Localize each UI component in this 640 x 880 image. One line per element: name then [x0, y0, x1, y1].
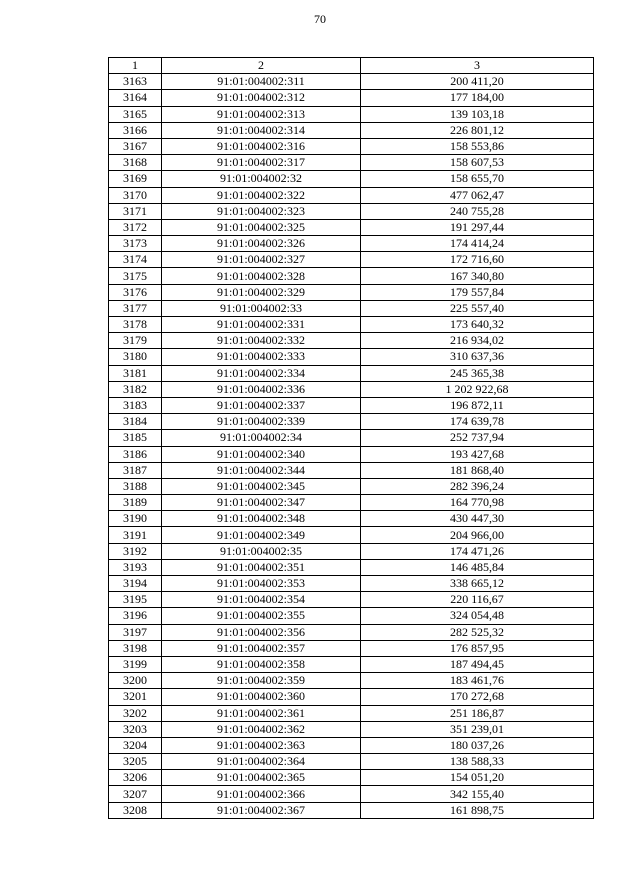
value-cell: 158 553,86 — [361, 138, 594, 154]
row-number-cell: 3176 — [109, 284, 162, 300]
row-number-cell: 3175 — [109, 268, 162, 284]
value-cell: 173 640,32 — [361, 317, 594, 333]
row-number-cell: 3167 — [109, 138, 162, 154]
cadastral-number-cell: 91:01:004002:314 — [162, 122, 361, 138]
table-row — [109, 74, 594, 90]
table-row — [109, 268, 594, 284]
value-cell: 170 272,68 — [361, 689, 594, 705]
cadastral-number-cell: 91:01:004002:354 — [162, 592, 361, 608]
table-row — [109, 624, 594, 640]
table-row — [109, 689, 594, 705]
value-cell: 191 297,44 — [361, 219, 594, 235]
row-number-cell: 3177 — [109, 300, 162, 316]
cadastral-number-cell: 91:01:004002:34 — [162, 430, 361, 446]
row-number-cell: 3178 — [109, 317, 162, 333]
cadastral-number-cell: 91:01:004002:35 — [162, 543, 361, 559]
row-number-cell: 3202 — [109, 705, 162, 721]
row-number-cell: 3204 — [109, 737, 162, 753]
cadastral-number-cell: 91:01:004002:313 — [162, 106, 361, 122]
cadastral-number-cell: 91:01:004002:351 — [162, 559, 361, 575]
cadastral-number-cell: 91:01:004002:356 — [162, 624, 361, 640]
value-cell: 310 637,36 — [361, 349, 594, 365]
cadastral-number-cell: 91:01:004002:337 — [162, 397, 361, 413]
row-number-cell: 3188 — [109, 478, 162, 494]
cadastral-number-cell: 91:01:004002:329 — [162, 284, 361, 300]
cadastral-number-cell: 91:01:004002:316 — [162, 138, 361, 154]
table-row — [109, 770, 594, 786]
cadastral-number-cell: 91:01:004002:367 — [162, 802, 361, 818]
row-number-cell: 3193 — [109, 559, 162, 575]
row-number-cell: 3206 — [109, 770, 162, 786]
value-cell: 167 340,80 — [361, 268, 594, 284]
cadastral-number-cell: 91:01:004002:353 — [162, 576, 361, 592]
cadastral-number-cell: 91:01:004002:311 — [162, 74, 361, 90]
value-cell: 430 447,30 — [361, 511, 594, 527]
row-number-cell: 3192 — [109, 543, 162, 559]
value-cell: 183 461,76 — [361, 673, 594, 689]
cadastral-number-cell: 91:01:004002:349 — [162, 527, 361, 543]
cadastral-number-cell: 91:01:004002:361 — [162, 705, 361, 721]
row-number-cell: 3172 — [109, 219, 162, 235]
table-row — [109, 219, 594, 235]
cadastral-number-cell: 91:01:004002:312 — [162, 90, 361, 106]
row-number-cell: 3165 — [109, 106, 162, 122]
cadastral-number-cell: 91:01:004002:327 — [162, 252, 361, 268]
table-row — [109, 640, 594, 656]
row-number-cell: 3190 — [109, 511, 162, 527]
cadastral-number-cell: 91:01:004002:355 — [162, 608, 361, 624]
cadastral-number-cell: 91:01:004002:32 — [162, 171, 361, 187]
table-row — [109, 527, 594, 543]
value-cell: 146 485,84 — [361, 559, 594, 575]
table-row — [109, 122, 594, 138]
value-cell: 179 557,84 — [361, 284, 594, 300]
cadastral-number-cell: 91:01:004002:332 — [162, 333, 361, 349]
value-cell: 324 054,48 — [361, 608, 594, 624]
row-number-cell: 3173 — [109, 236, 162, 252]
cadastral-number-cell: 91:01:004002:366 — [162, 786, 361, 802]
row-number-cell: 3199 — [109, 656, 162, 672]
table-row — [109, 673, 594, 689]
cadastral-number-cell: 91:01:004002:33 — [162, 300, 361, 316]
row-number-cell: 3180 — [109, 349, 162, 365]
value-cell: 174 414,24 — [361, 236, 594, 252]
table-row — [109, 543, 594, 559]
value-cell: 477 062,47 — [361, 187, 594, 203]
cadastral-number-cell: 91:01:004002:331 — [162, 317, 361, 333]
row-number-cell: 3198 — [109, 640, 162, 656]
cadastral-number-cell: 91:01:004002:345 — [162, 478, 361, 494]
cadastral-number-cell: 91:01:004002:358 — [162, 656, 361, 672]
value-cell: 220 116,67 — [361, 592, 594, 608]
row-number-cell: 3194 — [109, 576, 162, 592]
row-number-cell: 3189 — [109, 495, 162, 511]
cadastral-number-cell: 91:01:004002:333 — [162, 349, 361, 365]
value-cell: 158 655,70 — [361, 171, 594, 187]
value-cell: 139 103,18 — [361, 106, 594, 122]
value-cell: 282 396,24 — [361, 478, 594, 494]
value-cell: 251 186,87 — [361, 705, 594, 721]
value-cell: 187 494,45 — [361, 656, 594, 672]
cadastral-number-cell: 91:01:004002:347 — [162, 495, 361, 511]
value-cell: 161 898,75 — [361, 802, 594, 818]
value-cell: 282 525,32 — [361, 624, 594, 640]
table-row — [109, 106, 594, 122]
row-number-cell: 3171 — [109, 203, 162, 219]
registry-table — [108, 57, 594, 819]
value-cell: 176 857,95 — [361, 640, 594, 656]
row-number-cell: 3205 — [109, 754, 162, 770]
row-number-cell: 3196 — [109, 608, 162, 624]
table-row — [109, 187, 594, 203]
table-row — [109, 478, 594, 494]
value-cell: 342 155,40 — [361, 786, 594, 802]
row-number-cell: 3170 — [109, 187, 162, 203]
row-number-cell: 3208 — [109, 802, 162, 818]
table-row — [109, 737, 594, 753]
cadastral-number-cell: 91:01:004002:339 — [162, 414, 361, 430]
table-header-row — [109, 58, 594, 74]
row-number-cell: 3200 — [109, 673, 162, 689]
value-cell: 1 202 922,68 — [361, 381, 594, 397]
value-cell: 172 716,60 — [361, 252, 594, 268]
row-number-cell: 3195 — [109, 592, 162, 608]
row-number-cell: 3181 — [109, 365, 162, 381]
value-cell: 154 051,20 — [361, 770, 594, 786]
table-row — [109, 430, 594, 446]
table-row — [109, 786, 594, 802]
cadastral-number-cell: 91:01:004002:359 — [162, 673, 361, 689]
table-row — [109, 365, 594, 381]
value-cell: 158 607,53 — [361, 155, 594, 171]
table-row — [109, 333, 594, 349]
table-row — [109, 317, 594, 333]
row-number-cell: 3184 — [109, 414, 162, 430]
value-cell: 177 184,00 — [361, 90, 594, 106]
cadastral-number-cell: 91:01:004002:360 — [162, 689, 361, 705]
value-cell: 351 239,01 — [361, 721, 594, 737]
cadastral-number-cell: 91:01:004002:344 — [162, 462, 361, 478]
row-number-cell: 3179 — [109, 333, 162, 349]
row-number-cell: 3164 — [109, 90, 162, 106]
row-number-cell: 3203 — [109, 721, 162, 737]
table-row — [109, 576, 594, 592]
table-row — [109, 155, 594, 171]
table-row — [109, 300, 594, 316]
row-number-cell: 3183 — [109, 397, 162, 413]
table-row — [109, 284, 594, 300]
value-cell: 338 665,12 — [361, 576, 594, 592]
cadastral-number-cell: 91:01:004002:323 — [162, 203, 361, 219]
cadastral-number-cell: 91:01:004002:363 — [162, 737, 361, 753]
cadastral-number-cell: 91:01:004002:322 — [162, 187, 361, 203]
table-row — [109, 171, 594, 187]
cadastral-number-cell: 91:01:004002:348 — [162, 511, 361, 527]
table-row — [109, 656, 594, 672]
table-row — [109, 252, 594, 268]
table-row — [109, 511, 594, 527]
table-body — [109, 74, 594, 819]
row-number-cell: 3182 — [109, 381, 162, 397]
row-number-cell: 3201 — [109, 689, 162, 705]
row-number-cell: 3168 — [109, 155, 162, 171]
value-cell: 180 037,26 — [361, 737, 594, 753]
table-row — [109, 446, 594, 462]
value-cell: 216 934,02 — [361, 333, 594, 349]
page-number: 70 — [314, 12, 326, 26]
table-row — [109, 138, 594, 154]
column-header: 1 — [109, 58, 162, 74]
value-cell: 204 966,00 — [361, 527, 594, 543]
cadastral-number-cell: 91:01:004002:334 — [162, 365, 361, 381]
row-number-cell: 3174 — [109, 252, 162, 268]
cadastral-number-cell: 91:01:004002:357 — [162, 640, 361, 656]
cadastral-number-cell: 91:01:004002:364 — [162, 754, 361, 770]
value-cell: 181 868,40 — [361, 462, 594, 478]
table-row — [109, 705, 594, 721]
value-cell: 200 411,20 — [361, 74, 594, 90]
table-row — [109, 462, 594, 478]
value-cell: 174 639,78 — [361, 414, 594, 430]
value-cell: 225 557,40 — [361, 300, 594, 316]
value-cell: 245 365,38 — [361, 365, 594, 381]
table-row — [109, 203, 594, 219]
value-cell: 193 427,68 — [361, 446, 594, 462]
table-row — [109, 608, 594, 624]
row-number-cell: 3197 — [109, 624, 162, 640]
row-number-cell: 3163 — [109, 74, 162, 90]
table-row — [109, 90, 594, 106]
cadastral-number-cell: 91:01:004002:340 — [162, 446, 361, 462]
value-cell: 252 737,94 — [361, 430, 594, 446]
table-row — [109, 397, 594, 413]
cadastral-number-cell: 91:01:004002:317 — [162, 155, 361, 171]
cadastral-number-cell: 91:01:004002:336 — [162, 381, 361, 397]
row-number-cell: 3187 — [109, 462, 162, 478]
cadastral-number-cell: 91:01:004002:365 — [162, 770, 361, 786]
value-cell: 174 471,26 — [361, 543, 594, 559]
table-row — [109, 592, 594, 608]
row-number-cell: 3185 — [109, 430, 162, 446]
table-row — [109, 559, 594, 575]
value-cell: 226 801,12 — [361, 122, 594, 138]
row-number-cell: 3191 — [109, 527, 162, 543]
cadastral-number-cell: 91:01:004002:362 — [162, 721, 361, 737]
table-row — [109, 236, 594, 252]
value-cell: 164 770,98 — [361, 495, 594, 511]
value-cell: 196 872,11 — [361, 397, 594, 413]
table-row — [109, 495, 594, 511]
table-row — [109, 721, 594, 737]
row-number-cell: 3207 — [109, 786, 162, 802]
table-row — [109, 802, 594, 818]
row-number-cell: 3169 — [109, 171, 162, 187]
cadastral-number-cell: 91:01:004002:326 — [162, 236, 361, 252]
row-number-cell: 3166 — [109, 122, 162, 138]
value-cell: 138 588,33 — [361, 754, 594, 770]
value-cell: 240 755,28 — [361, 203, 594, 219]
table-row — [109, 414, 594, 430]
cadastral-number-cell: 91:01:004002:328 — [162, 268, 361, 284]
row-number-cell: 3186 — [109, 446, 162, 462]
column-header: 2 — [162, 58, 361, 74]
table-row — [109, 754, 594, 770]
cadastral-number-cell: 91:01:004002:325 — [162, 219, 361, 235]
column-header: 3 — [361, 58, 594, 74]
table-row — [109, 381, 594, 397]
table-row — [109, 349, 594, 365]
